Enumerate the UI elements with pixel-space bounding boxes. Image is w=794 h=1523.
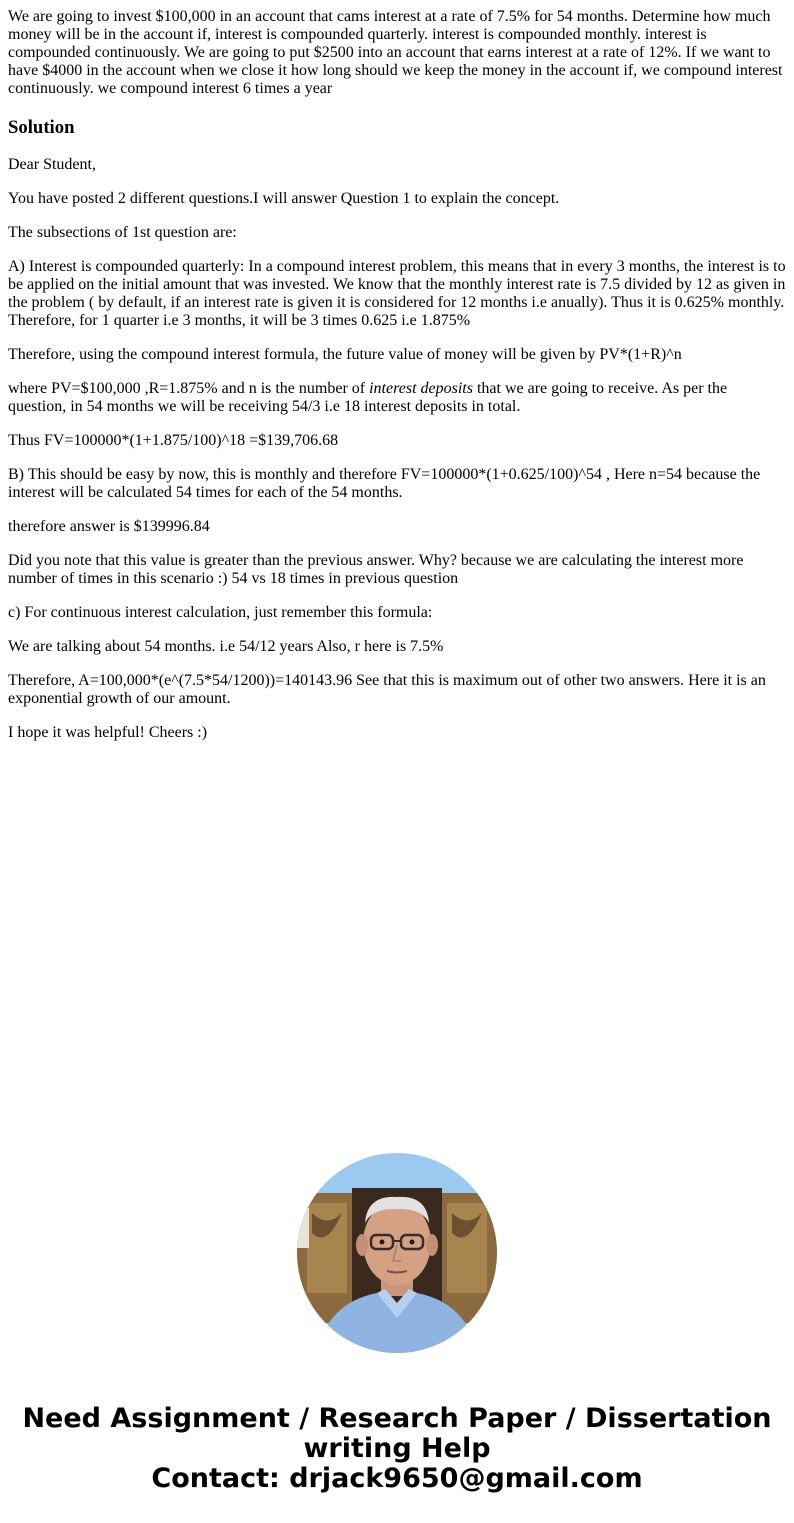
cta-subheadline: writing Help bbox=[303, 1433, 491, 1464]
intro-paragraph: You have posted 2 different questions.I will answer Question 1 to explain the concept. bbox=[8, 190, 560, 207]
tutor-avatar bbox=[297, 1153, 497, 1353]
variables-text-after: that we are going to receive. As per the question, in 54 months we will be receiving 54/3 i.e 18 interest deposits in total. bbox=[8, 380, 728, 415]
part-a-result: Thus FV=100000*(1+1.875/100)^18 =$139,706.68 bbox=[8, 432, 339, 449]
part-c-setup: We are talking about 54 months. i.e 54/12 years Also, r here is 7.5% bbox=[8, 638, 444, 655]
question-text: We are going to invest $100,000 in an account that cams interest at a rate of 7.5% for 54 months. Determine how much money will be in the account if, interest is compounded quarterly. interest is compounded monthly. interest is compounded continuously. We are going to put $2500 into an account that earns interest at a rate of 12%. If we want to have $4000 in the account when we close it how long should we keep the money in the account if, we compound interest continuously. we compound interest 6 times a year bbox=[8, 8, 783, 97]
part-c-intro: c) For continuous interest calculation, just remember this formula: bbox=[8, 604, 433, 621]
comparison-note: Did you note that this value is greater than the previous answer. Why? because we are calculating the interest more number of times in this scenario :) 54 vs 18 times in previous question bbox=[8, 552, 744, 587]
variables-text-before: where PV=$100,000 ,R=1.875% and n is the number of bbox=[8, 380, 370, 397]
closing-line: I hope it was helpful! Cheers :) bbox=[8, 724, 208, 741]
document-body bbox=[8, 8, 788, 758]
part-b-explanation: B) This should be easy by now, this is monthly and therefore FV=100000*(1+0.625/100)^54 , Here n=54 because the interest will be calculated 54 times for each of the 54 months. bbox=[8, 466, 761, 501]
contact-banner bbox=[0, 1404, 794, 1494]
cta-headline: Need Assignment / Research Paper / Dissertation bbox=[22, 1403, 772, 1434]
part-b-answer: therefore answer is $139996.84 bbox=[8, 518, 210, 535]
part-a-explanation: A) Interest is compounded quarterly: In a compound interest problem, this means that in every 3 months, the interest is to be applied on the initial amount that was invested. We know that the monthly interest rate is 7.5 divided by 12 as given in the problem ( by default, if an interest rate is given it is considered for 12 months i.e anually). Thus it is 0.625% monthly. Therefore, for 1 quarter i.e 3 months, it will be 3 times 0.625 i.e 1.875% bbox=[8, 258, 786, 329]
part-c-result: Therefore, A=100,000*(e^(7.5*54/1200))=140143.96 See that this is maximum out of other two answers. Here it is an exponential growth of our amount. bbox=[8, 672, 766, 707]
solution-heading: Solution bbox=[8, 117, 75, 138]
subsections-intro: The subsections of 1st question are: bbox=[8, 224, 237, 241]
interest-deposits-emphasis: interest deposits bbox=[369, 380, 473, 397]
cta-contact-email: Contact: drjack9650@gmail.com bbox=[151, 1463, 643, 1494]
formula-paragraph: Therefore, using the compound interest formula, the future value of money will be given by PV*(1+R)^n bbox=[8, 346, 682, 363]
greeting: Dear Student, bbox=[8, 156, 96, 173]
variables-paragraph bbox=[8, 380, 788, 416]
